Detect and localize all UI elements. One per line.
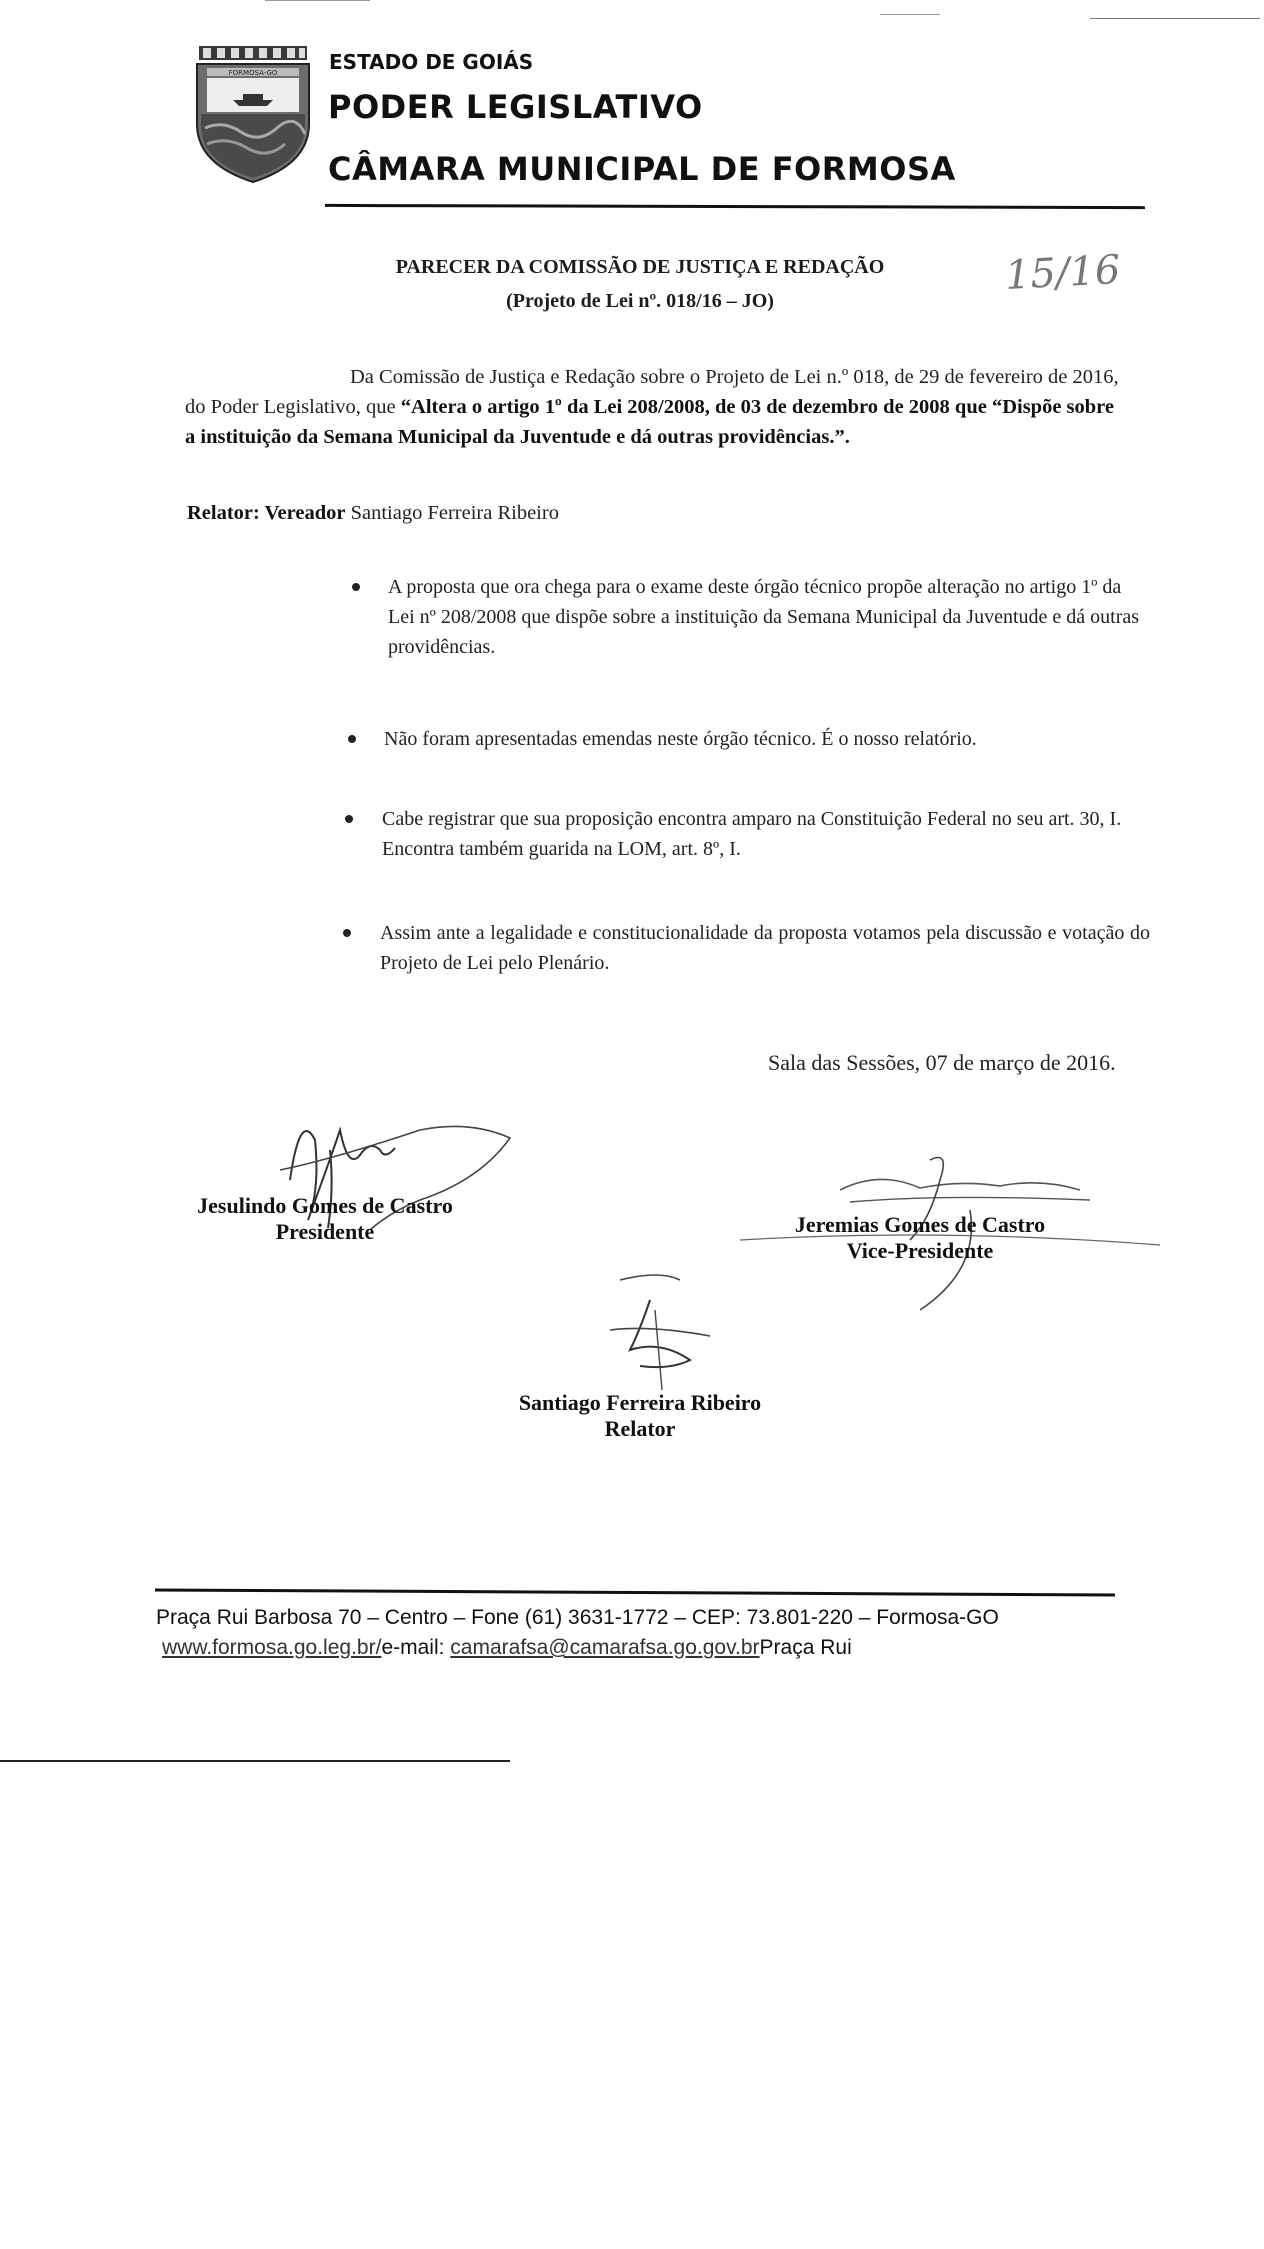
place-date: Sala das Sessões, 07 de março de 2016.	[768, 1050, 1116, 1075]
intro-line-1: Da Comissão de Justiça e Redação sobre o Projeto de Lei n.º 018, de 29 de fevereiro de 2016,	[350, 366, 1119, 388]
scan-edge-line	[0, 1760, 510, 1762]
bullet-dot	[345, 815, 353, 823]
crest-caption: FORMOSA-GO	[228, 69, 278, 77]
document-title: PARECER DA COMISSÃO DE JUSTIÇA E REDAÇÃO	[395, 256, 885, 278]
intro-line-2	[185, 392, 1145, 422]
intro-bold-1: “Altera o artigo 1º da Lei 208/2008, de 03 de dezembro de 2008 que “Dispõe sobre	[400, 396, 1114, 418]
state-heading: ESTADO DE GOIÁS	[329, 50, 534, 74]
footer-address: Praça Rui Barbosa 70 – Centro – Fone (61) 3631-1772 – CEP: 73.801-220 – Formosa-GO	[156, 1606, 999, 1629]
bullet-item-2: Não foram apresentadas emendas neste órgão técnico. É o nosso relatório.	[384, 728, 977, 750]
bullet-item-3: Cabe registrar que sua proposição encontra amparo na Constituição Federal no seu art. 30, I. Encontra também guarida na LOM, art. 8º, I.	[382, 808, 1122, 860]
president-signature-block	[180, 1193, 470, 1245]
scan-artifact-line	[880, 14, 940, 15]
bullet-item-1: A proposta que ora chega para o exame deste órgão técnico propõe alteração no artigo 1º da Lei nº 208/2008 que dispõe sobre a instituição da Semana Municipal da Juventude e dá outras providências.	[388, 576, 1140, 658]
intro-plain: do Poder Legislativo, que	[185, 396, 401, 418]
chamber-heading: CÂMARA MUNICIPAL DE FORMOSA	[328, 150, 956, 188]
president-role: Presidente	[275, 1219, 375, 1244]
bullet-dot	[348, 735, 356, 743]
rapporteur-name: Santiago Ferreira Ribeiro	[350, 502, 559, 524]
vice-president-name: Jeremias Gomes de Castro	[794, 1212, 1046, 1237]
intro-bold-2: a instituição da Semana Municipal da Juventude e dá outras providências.”.	[185, 426, 850, 448]
vice-president-signature-block	[770, 1212, 1070, 1264]
rapporteur-signer-name: Santiago Ferreira Ribeiro	[518, 1390, 762, 1415]
rapporteur-signature-block	[490, 1390, 790, 1442]
power-heading: PODER LEGISLATIVO	[328, 88, 703, 126]
intro-paragraph	[185, 362, 1145, 452]
scan-artifact-line	[265, 0, 370, 1]
vice-president-role: Vice-Presidente	[846, 1238, 994, 1263]
scan-artifact-line	[1090, 18, 1260, 19]
bullet-dot	[343, 929, 351, 937]
website-link[interactable]: www.formosa.go.leg.br/	[162, 1636, 382, 1659]
document-subtitle: (Projeto de Lei nº. 018/16 – JO)	[506, 290, 774, 312]
rapporteur-line	[187, 498, 559, 528]
email-link[interactable]: camarafsa@camarafsa.go.gov.br	[450, 1636, 760, 1659]
bullet-item-4: Assim ante a legalidade e constitucionalidade da proposta votamos pela discussão e votação do Projeto de Lei pelo Plenário.	[380, 922, 1150, 974]
intro-line-3	[185, 422, 1145, 452]
municipal-crest-icon	[193, 44, 313, 184]
handwritten-number: 15/16	[1003, 247, 1122, 299]
letterhead-rule	[325, 204, 1145, 209]
email-label: e-mail:	[381, 1636, 451, 1659]
footer-rule	[155, 1588, 1115, 1596]
footer-trailing: Praça Rui	[759, 1636, 852, 1659]
rapporteur-label: Relator: Vereador	[187, 502, 346, 524]
bullet-dot	[352, 583, 360, 591]
rapporteur-signer-role: Relator	[604, 1416, 676, 1441]
president-name: Jesulindo Gomes de Castro	[197, 1193, 453, 1218]
rapporteur-signature-icon	[600, 1270, 720, 1400]
footer-contacts	[162, 1636, 852, 1660]
